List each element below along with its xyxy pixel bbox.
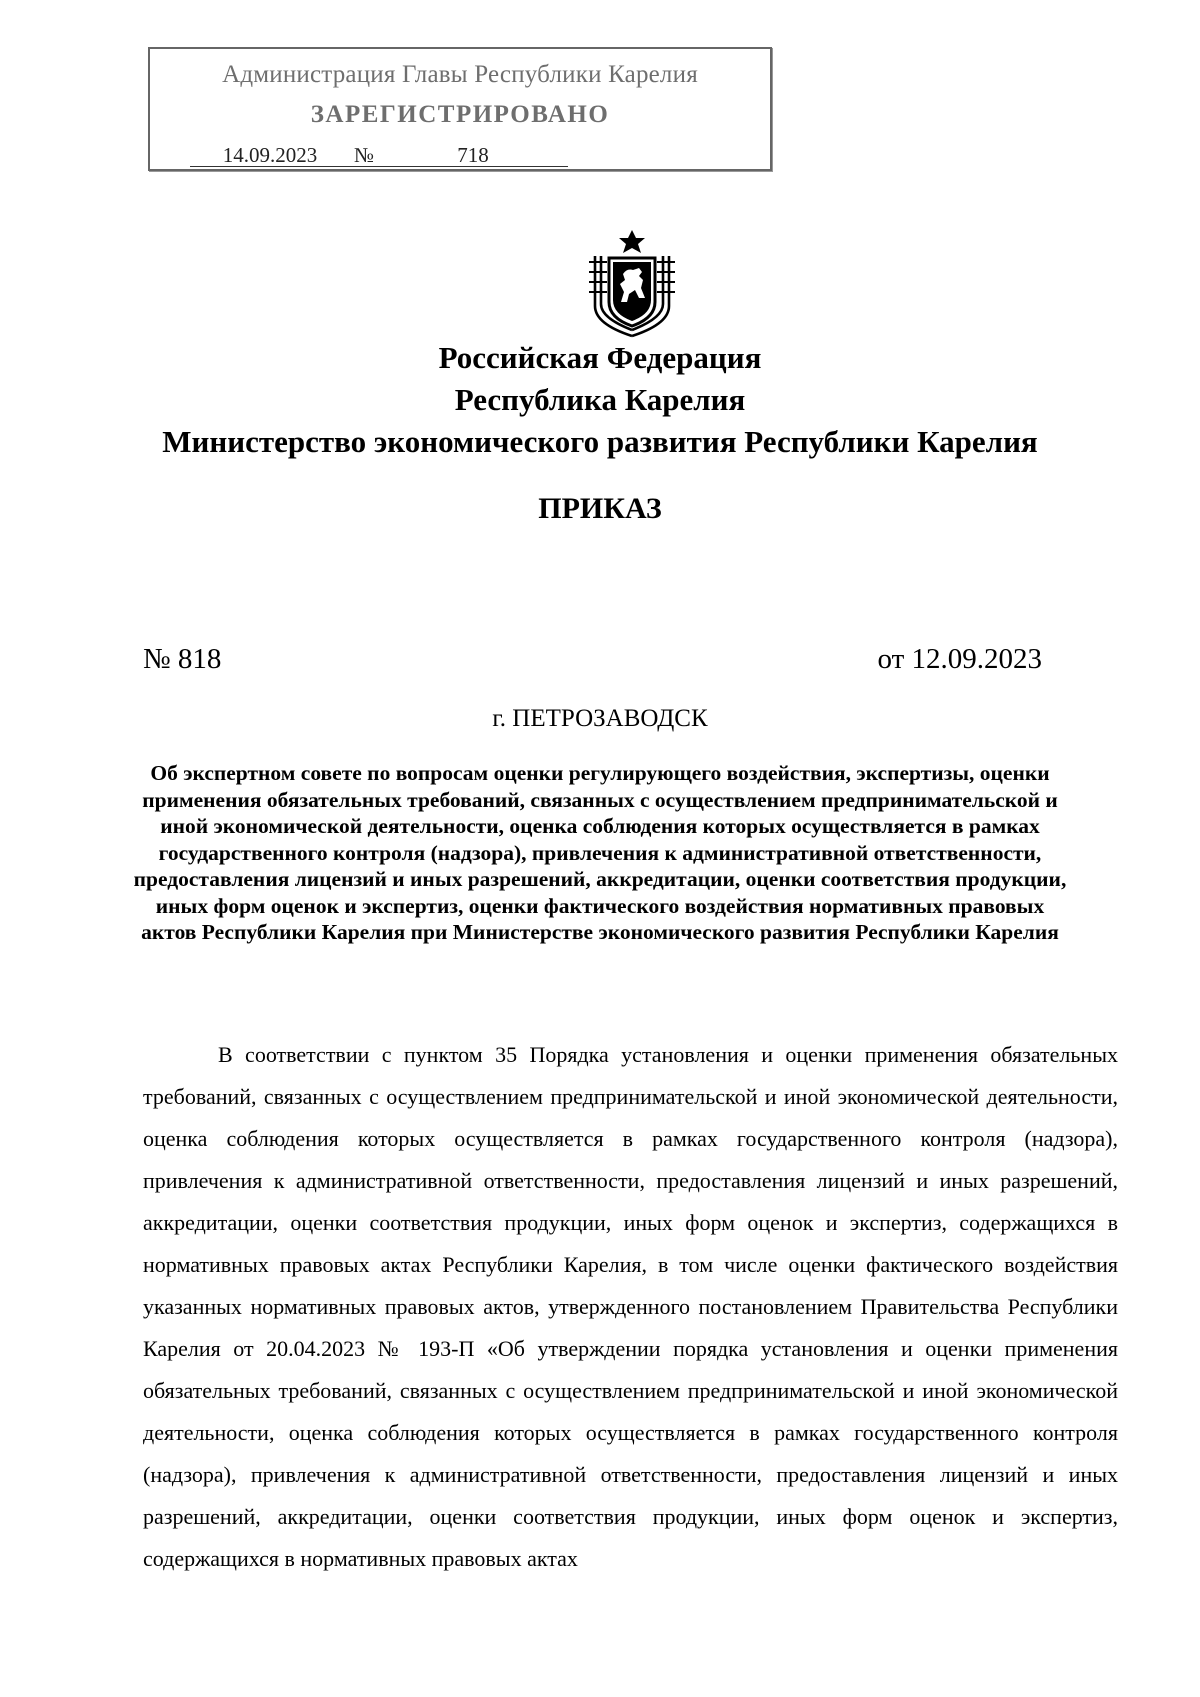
registration-stamp [148,47,772,171]
stamp-date: 14.09.2023 [190,144,350,167]
stamp-registered: ЗАРЕГИСТРИРОВАНО [310,101,610,128]
header-country: Российская Федерация [438,340,762,375]
stamp-number-sign: № [350,144,378,167]
coat-of-arms-icon [587,228,677,340]
document-number: № 818 [143,643,222,675]
body-paragraph: В соответствии с пунктом 35 Порядка установления и оценки применения обязательных требований, связанных с осуществлением предпринимательской и иной экономической деятельности, оценка соблюдения которых осуществляется в рамках государственного контроля (надзора), привлечения к административной ответственности, предоставления лицензий и иных разрешений, аккредитации, оценки соответствия продукции, иных форм оценок и экспертиз, содержащихся в нормативных правовых актах Республики Карелия, в том числе оценки фактического воздействия указанных нормативных правовых актов, утвержденного постановлением Правительства Республики Карелия от 20.04.2023 № 193-П «Об утверждении порядка установления и оценки применения обязательных требований, связанных с осуществлением предпринимательской и иной экономической деятельности, оценка соблюдения которых осуществляется в рамках государственного контроля (надзора), привлечения к административной ответственности, предоставления лицензий и иных разрешений, аккредитации, оценки соответствия продукции, иных форм оценок и экспертиз, содержащихся в нормативных правовых актах [143,1042,1118,1571]
document-subject: Об экспертном совете по вопросам оценки регулирующего воздействия, экспертизы, оценки применения обязательных требований, связанных с осуществлением предпринимательской и иной экономической деятельности, оценка соблюдения которых осуществляется в рамках государственного контроля (надзора), привлечения к административной ответственности, предоставления лицензий и иных разрешений, аккредитации, оценки соответствия продукции, иных форм оценок и экспертиз, оценки фактического воздействия нормативных правовых актов Республики Карелия при Министерстве экономического развития Республики Карелия [133,761,1067,944]
document-type: ПРИКАЗ [538,492,662,525]
stamp-number: 718 [378,144,568,167]
header-republic: Республика Карелия [454,382,746,417]
city: г. ПЕТРОЗАВОДСК [492,705,708,732]
header-ministry: Министерство экономического развития Республики Карелия [162,424,1038,459]
document-date: от 12.09.2023 [877,643,1042,675]
stamp-registration-details [190,143,750,168]
stamp-authority: Администрация Главы Республики Карелия [222,61,698,88]
